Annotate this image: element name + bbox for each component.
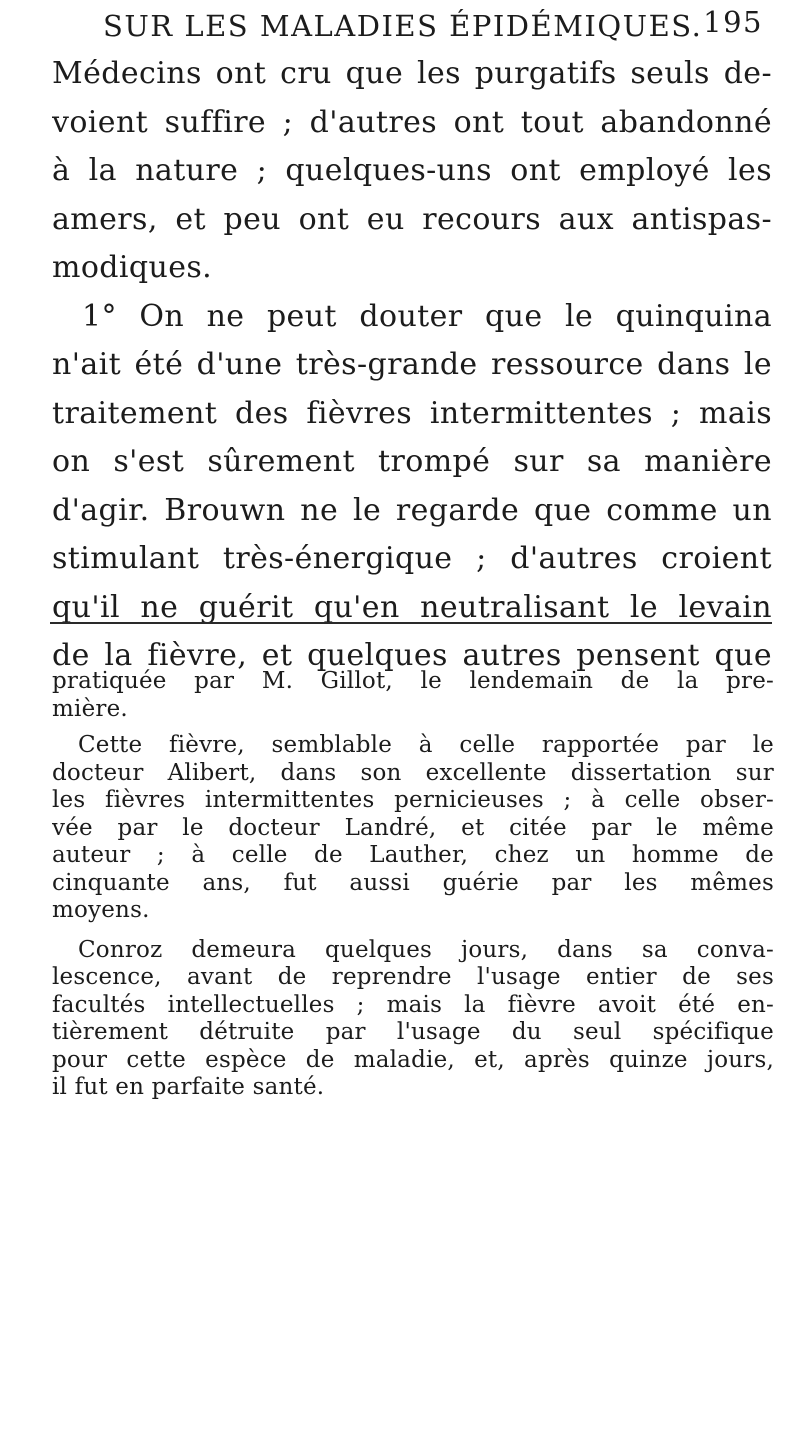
footnote-line: pour cette espèce de maladie, et, après quinze jours,: [52, 1046, 774, 1073]
paragraph-continuation: [52, 50, 772, 293]
text-line: n'ait été d'une très-grande ressource dans le: [52, 347, 772, 382]
page-number: 195: [703, 5, 763, 39]
footnote-paragraph: [52, 937, 774, 1102]
footnote-line: lescence, avant de reprendre l'usage entier de ses: [52, 964, 774, 990]
footnote-line: cinquante ans, fut aussi guérie par les mêmes: [52, 869, 774, 896]
footnote-line: moyens.: [52, 897, 150, 923]
footnote-line: mière.: [52, 695, 128, 722]
footnote-paragraph: [52, 732, 774, 925]
text-line: voient suffire ; d'autres ont tout abandonné: [52, 104, 772, 140]
text-line: de la fièvre, et quelques autres pensent que: [52, 638, 772, 673]
footnote: [52, 668, 774, 1102]
text-line: qu'il ne guérit qu'en neutralisant le levain: [52, 589, 772, 625]
footnote-line: Cette fièvre, semblable à celle rapportée par le: [78, 732, 774, 758]
footnote-line: docteur Alibert, dans son excellente dissertation sur: [52, 759, 774, 786]
footnote-line: les fièvres intermittentes pernicieuses ; à celle obser-: [52, 787, 774, 813]
text-line: amers, et peu ont eu recours aux antispas-: [52, 201, 772, 237]
text-line: d'agir. Brouwn ne le regarde que comme un: [52, 492, 772, 528]
footnote-line: tièrement détruite par l'usage du seul spécifique: [52, 1019, 774, 1045]
footnote-line: pratiquée par M. Gillot, le lendemain de la pre-: [52, 668, 774, 694]
text-line: Médecins ont cru que les purgatifs seuls de-: [52, 56, 772, 91]
text-line: traitement des fièvres intermittentes ; mais: [52, 395, 772, 431]
footnote-line: Conroz demeura quelques jours, dans sa conva-: [78, 936, 774, 963]
body-text: [52, 50, 772, 681]
text-line: à la nature ; quelques-uns ont employé les: [52, 153, 772, 188]
text-line: on s'est sûrement trompé sur sa manière: [52, 444, 772, 479]
footnote-line: auteur ; à celle de Lauther, chez un homme de: [52, 842, 774, 868]
footnote-paragraph: [52, 668, 774, 723]
text-line: 1° On ne peut douter que le quinquina: [82, 298, 772, 334]
footnote-line: facultés intellectuelles ; mais la fièvre avoit été en-: [52, 991, 774, 1018]
running-title: SUR LES MALADIES ÉPIDÉMIQUES.: [103, 9, 703, 43]
text-line: stimulant très-énergique ; d'autres croient: [52, 541, 772, 576]
footnote-line: il fut en parfaite santé.: [52, 1074, 325, 1100]
footnote-line: vée par le docteur Landré, et citée par le même: [52, 814, 774, 841]
text-line: modiques.: [52, 250, 213, 285]
footnote-separator: [50, 622, 772, 624]
